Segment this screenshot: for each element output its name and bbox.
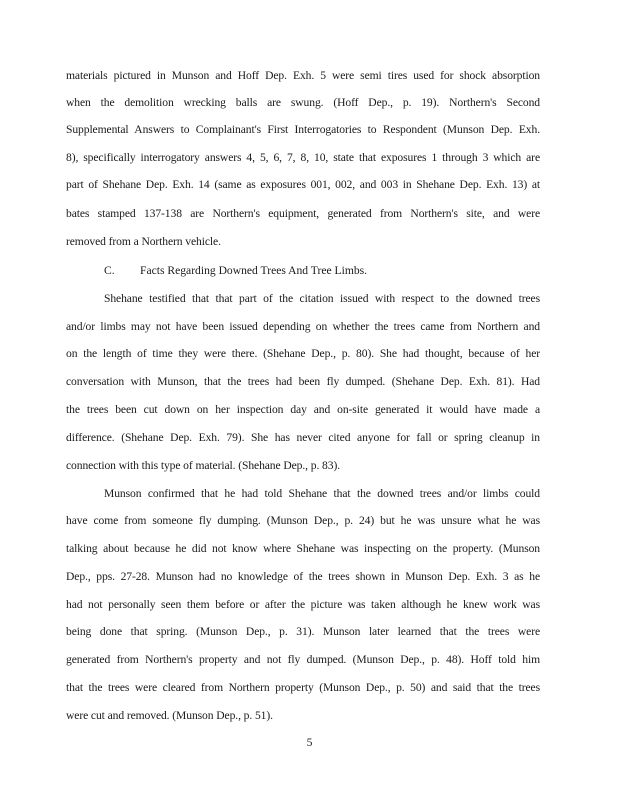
text-line: when the demolition wrecking balls are swung. (Hoff Dep., p. 19). Northern's Second: [66, 96, 540, 109]
text-line: Dep., pps. 27-28. Munson had no knowledge of the trees shown in Munson Dep. Exh. 3 as he: [66, 570, 540, 583]
section-heading: [104, 264, 367, 278]
text-line: conversation with Munson, that the trees had been fly dumped. (Shehane Dep. Exh. 81). Had: [66, 375, 540, 388]
section-letter: C.: [104, 264, 115, 277]
text-line: part of Shehane Dep. Exh. 14 (same as exposures 001, 002, and 003 in Shehane Dep. Exh. 13) at: [66, 178, 540, 191]
text-line: removed from a Northern vehicle.: [66, 235, 221, 248]
text-line: Munson confirmed that he had told Shehane that the downed trees and/or limbs could: [104, 487, 540, 500]
text-line: had not personally seen them before or after the picture was taken although he knew work was: [66, 598, 540, 611]
text-line: being done that spring. (Munson Dep., p. 31). Munson later learned that the trees were: [66, 625, 540, 638]
text-line: and/or limbs may not have been issued depending on whether the trees came from Northern and: [66, 320, 540, 333]
text-line: Supplemental Answers to Complainant's First Interrogatories to Respondent (Munson Dep. Exh.: [66, 123, 540, 136]
text-line: the trees been cut down on her inspection day and on-site generated it would have made a: [66, 403, 540, 416]
page-number: 5: [306, 736, 313, 749]
text-line: were cut and removed. (Munson Dep., p. 51).: [66, 709, 273, 722]
text-line: talking about because he did not know where Shehane was inspecting on the property. (Munson: [66, 542, 540, 555]
section-title: Facts Regarding Downed Trees And Tree Limbs.: [140, 264, 368, 277]
text-line: materials pictured in Munson and Hoff Dep. Exh. 5 were semi tires used for shock absorption: [66, 69, 540, 82]
text-line: connection with this type of material. (Shehane Dep., p. 83).: [66, 459, 341, 472]
text-line: bates stamped 137-138 are Northern's equipment, generated from Northern's site, and were: [66, 207, 540, 220]
text-line: difference. (Shehane Dep. Exh. 79). She has never cited anyone for fall or spring cleanup in: [66, 431, 540, 444]
text-line: that the trees were cleared from Northern property (Munson Dep., p. 50) and said that the trees: [66, 681, 540, 694]
text-line: generated from Northern's property and not fly dumped. (Munson Dep., p. 48). Hoff told him: [66, 653, 540, 666]
text-line: have come from someone fly dumping. (Munson Dep., p. 24) but he was unsure what he was: [66, 514, 540, 527]
text-line: on the length of time they were there. (Shehane Dep., p. 80). She had thought, because of her: [66, 347, 540, 360]
text-line: Shehane testified that that part of the citation issued with respect to the downed trees: [104, 292, 540, 305]
text-line: 8), specifically interrogatory answers 4, 5, 6, 7, 8, 10, state that exposures 1 through 3 which are: [66, 151, 540, 164]
